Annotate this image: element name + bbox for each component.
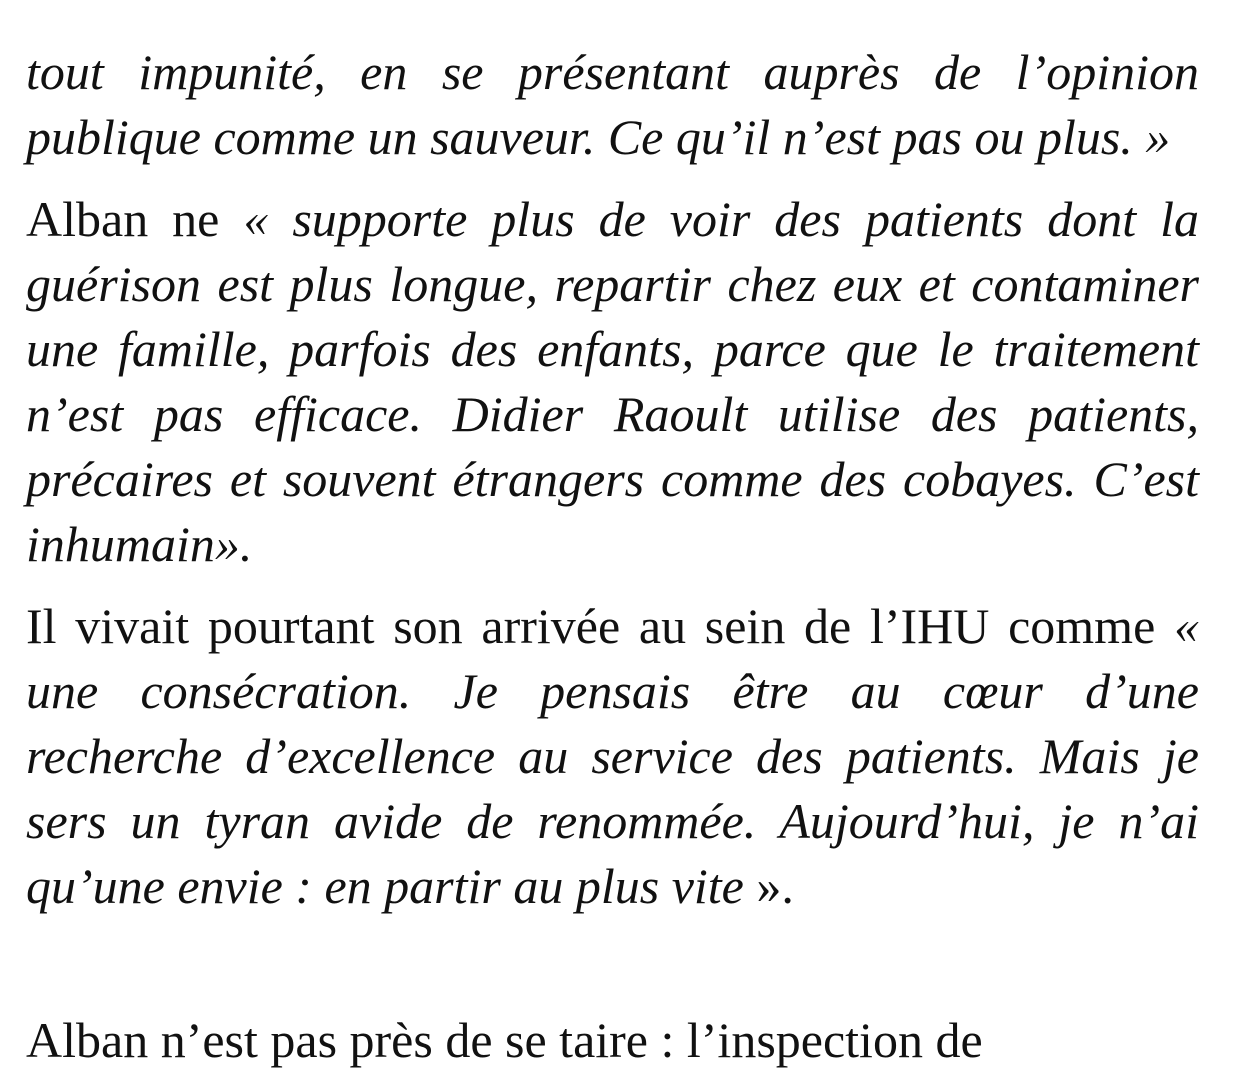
body-text: Alban ne: [26, 191, 244, 247]
quote-text: « supporte plus de voir des patients dont la guérison est plus longue, repartir chez eux et contaminer une famille, parfois des enfants, parce que le traitement n’est pas efficace. Didier Raoult utilise des patients, précaires et souvent étrangers comme des cobayes. C’est inhumain».: [26, 191, 1199, 572]
cut-off-line: Alban n’est pas près de se taire : l’inspection de: [26, 1012, 983, 1068]
quote-text: tout impunité, en se présentant auprès de l’opinion publique comme un sauveur. Ce qu’il n’est pas ou plus. »: [26, 44, 1199, 165]
quote-text: « une consécration. Je pensais être au cœur d’une recherche d’excellence au service des patients. Mais je sers un tyran avide de renommée. Aujourd’hui, je n’ai qu’une envie : en partir au plus vite: [26, 598, 1199, 914]
body-text: Il vivait pourtant son arrivée au sein de l’IHU comme: [26, 598, 1174, 654]
body-text: ».: [743, 858, 794, 914]
paragraph-2: [26, 187, 1199, 577]
article-body: [26, 40, 1199, 936]
paragraph-3: [26, 594, 1199, 919]
paragraph-1: [26, 40, 1199, 170]
